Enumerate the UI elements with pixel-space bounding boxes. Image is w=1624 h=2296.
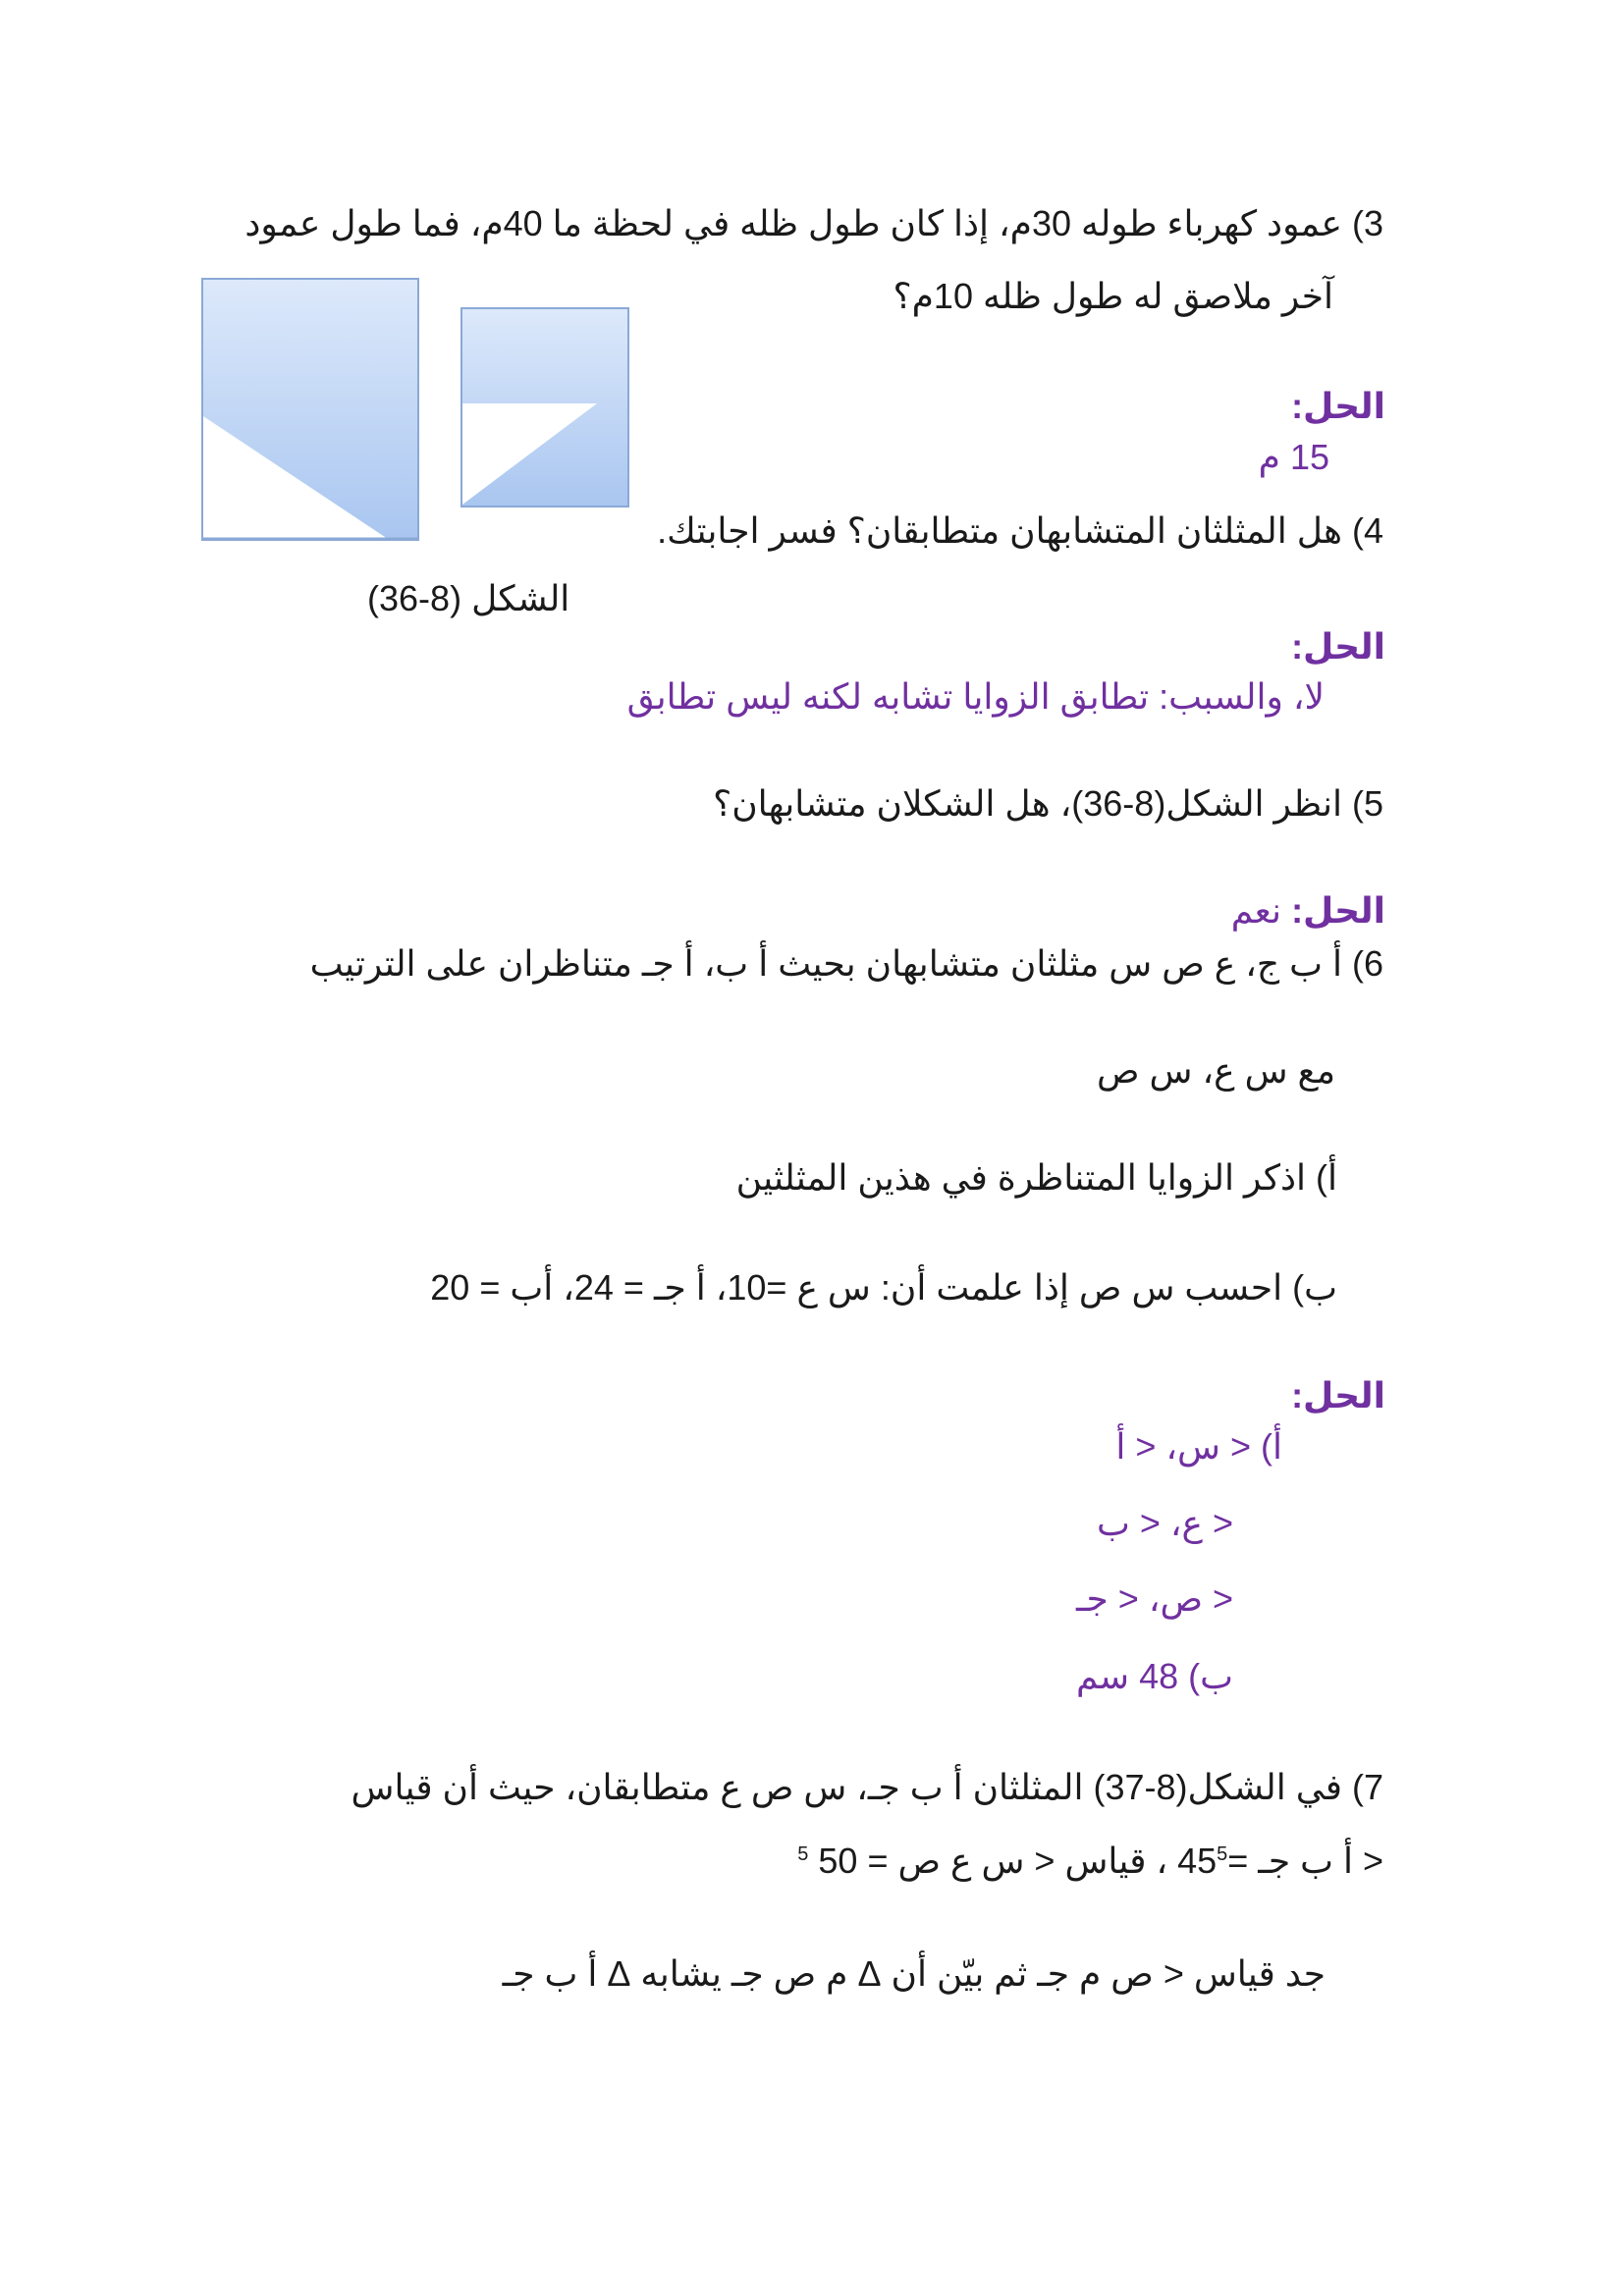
answer-6-line4: ب) 48 سم (1075, 1656, 1233, 1696)
q7-line2 (797, 1840, 1383, 1883)
figure-36-rectangles (196, 271, 648, 556)
q7-angle-abc: < أ ب جـ =45 (1177, 1841, 1383, 1881)
q7-degree-mark-2: 5 (797, 1843, 809, 1865)
answer-6-line2: < ع، < ب (1096, 1503, 1233, 1543)
solution-label-4: الحل: (1291, 626, 1385, 667)
solution-label-3: الحل: (1291, 386, 1385, 426)
q3-line1: 3) عمود كهرباء طوله 30م، إذا كان طول ظله في لحظة ما 40م، فما طول عمود (244, 203, 1383, 243)
answer-6-line1: أ) < س، < أ (1115, 1426, 1282, 1467)
q3-line2: آخر ملاصق له طول ظله 10م؟ (893, 276, 1333, 316)
q6-part-b: ب) احسب س ص إذا علمت أن: س ع =10، أ جـ = 24، أب = 20 (430, 1267, 1337, 1308)
solution-label-6: الحل: (1291, 1375, 1385, 1415)
answer-4: لا، والسبب: تطابق الزوايا تشابه لكنه ليس تطابق (626, 676, 1325, 717)
small-rectangle (461, 308, 628, 507)
large-rectangle (202, 279, 418, 540)
answer-5: نعم (1230, 890, 1282, 931)
q5-text: 5) انظر الشكل(8-36)، هل الشكلان متشابهان؟ (713, 783, 1383, 824)
q7-line3: جد قياس < ص م جـ ثم بيّن أن Δ م ص جـ يشابه Δ أ ب جـ (502, 1953, 1326, 1994)
solution-5 (1231, 889, 1385, 933)
q7-line1: 7) في الشكل(8-37) المثلثان أ ب جـ، س ص ع متطابقان، حيث أن قياس (351, 1767, 1383, 1807)
q4-text: 4) هل المثلثان المتشابهان متطابقان؟ فسر اجابتك. (657, 510, 1383, 551)
answer-3: 15 م (1258, 437, 1329, 477)
q6-line1: 6) أ ب ج، ع ص س مثلثان متشابهان بحيث أ ب، أ جـ متناظران على الترتيب (309, 943, 1383, 984)
answer-6-line3: < ص، < جـ (1076, 1578, 1233, 1619)
solution-label-5: الحل: (1291, 890, 1385, 931)
q7-angle-sz: ، قياس < س ع ص = 50 (808, 1841, 1178, 1881)
q7-degree-mark-1: 5 (1217, 1843, 1228, 1865)
q6-part-a: أ) اذكر الزوايا المتناظرة في هذين المثلثين (735, 1157, 1337, 1198)
figure-caption: الشكل (8-36) (367, 578, 570, 618)
q6-line2: مع س ع، س ص (1097, 1050, 1335, 1091)
